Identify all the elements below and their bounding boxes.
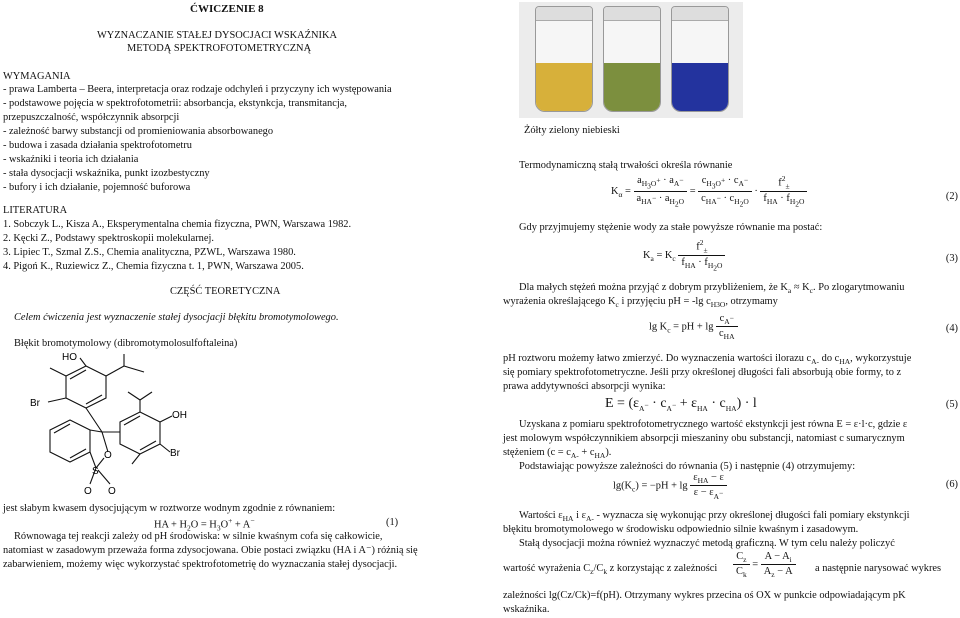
requirement-item: - stała dysocjacji wskaźnika, punkt izozbestyczny [3, 168, 210, 179]
photo-caption: Żółty zielony niebieski [524, 125, 620, 136]
literature-heading: LITERATURA [3, 205, 68, 216]
equation-5-number: (5) [945, 399, 958, 410]
equation-1-number: (1) [386, 517, 399, 528]
graphical-method-line2-end: a następnie narysować wykres [815, 563, 942, 574]
coefficients-text-line2: błękitu bromotymolowego w środowisku odpowiednio silnie kwaśnym i zasadowym. [503, 524, 859, 535]
equation-6-number: (6) [945, 479, 958, 490]
substitution-text: Podstawiając powyższe zależności do równania (5) i następnie (4) otrzymujemy: [519, 461, 856, 472]
graphical-method-line3: zależności lg(Cz/Ck)=f(pH). Otrzymany wykres przecina oś OX w punkcie odpowiadającym pK [503, 590, 906, 601]
structure-label-br-right: Br [170, 448, 180, 459]
literature-item: 4. Pigoń K., Ruziewicz Z., Chemia fizyczna t. 1, PWN, Warszawa 2005. [3, 261, 304, 272]
ph-text-line2: się pomiary spektrofotometryczne. Jeśli przy określonej długości fali absorbują obie formy, to z [503, 367, 902, 378]
extinction-text-line3: stężeniem $(c = c_{A-} + c_{HA})$. [503, 447, 612, 461]
exercise-subtitle-line1: WYZNACZANIE STAŁEJ DYSOCJACI WSKAŹNIKA [97, 30, 337, 41]
bromothymol-blue-structure [20, 352, 210, 498]
graphical-method-line1: Stałą dysocjacji można również wyznaczyć metodą graficzną. W tym celu należy policzyć [519, 538, 895, 549]
exercise-subtitle-line2: METODĄ SPEKTROFOTOMETRYCZNĄ [127, 43, 312, 54]
structure-label-o-sulfonyl-2: O [108, 486, 116, 497]
structure-label-oh: OH [172, 410, 187, 421]
equation-4-number: (4) [945, 323, 958, 334]
compound-name: Błękit bromotymolowy (dibromotymolosulfoftaleina) [14, 338, 238, 349]
equilibrium-text-line1: Równowaga tej reakcji zależy od pH środowiska: w silnie kwaśnym cofa się całkowicie, [14, 531, 383, 542]
literature-item: 3. Lipiec T., Szmal Z.S., Chemia analityczna, PZWL, Warszawa 1980. [3, 247, 296, 258]
thermo-intro: Termodynamiczną stałą trwałości określa równanie [519, 160, 733, 171]
indicator-vials-photo [519, 2, 743, 118]
weak-acid-text: jest słabym kwasem dysocjującym w roztworze wodnym zgodnie z równaniem: [3, 503, 336, 514]
equation-2-number: (2) [945, 191, 958, 202]
vial-green [603, 6, 661, 112]
equation-5: $E = (\varepsilon_{A^-} \cdot c_{A^-} + \varepsilon_{HA} \cdot c_{HA}) \cdot l$ [605, 396, 757, 413]
requirement-item: - prawa Lamberta – Beera, interpretacja oraz rodzaje odchyleń i przyczyny ich występowania [3, 84, 392, 95]
theory-heading: CZĘŚĆ TEORETYCZNA [170, 286, 281, 297]
equilibrium-text-line3: zabarwieniem, możemy więc wykorzystać spektrofotometrię do wyznaczania stałej dysocjacji. [3, 559, 398, 570]
equation-2: $K_\alpha$ = $\frac{a_{H_3O^+} \cdot a_{A^-}}{a_{HA^-} \cdot a_{H_2O}}$ = $\frac{c_{H_3O^+} \cdot c_{A^-}}{c_{HA^-} \cdot c_{H_2O}}$ · $\frac{f^2_\pm}{f_{HA} \cdot f_{H_2O}}$ [611, 174, 807, 209]
equation-6: $\lg(K_c) = -pH + \lg$ $\frac{\varepsilon_{HA} - \varepsilon}{\varepsilon - \varepsilon_{A^-}}$ [613, 471, 727, 501]
requirement-item: - wskaźniki i teoria ich działania [3, 154, 139, 165]
ph-text-line1: pH roztworu możemy łatwo zmierzyć. Do wyznaczenia wartości ilorazu $c_{A-}$ do $c_{HA}$, wykorzystuje [503, 353, 912, 367]
requirement-item: - zależność barwy substancji od promieniowania absorbowanego [3, 126, 274, 137]
vial-blue [671, 6, 729, 112]
literature-item: 1. Sobczyk L., Kisza A., Eksperymentalna chemia fizyczna, PWN, Warszawa 1982. [3, 219, 352, 230]
approximation-line1: Dla małych stężeń można przyjąć z dobrym przybliżeniem, że $K_a \approx K_c$. Po zlogarytmowaniu [519, 282, 905, 296]
equation-3-number: (3) [945, 253, 958, 264]
vial-yellow [535, 6, 593, 112]
approximation-line2: wyrażenia określającego $K_c$ i przyjęciu pH = -lg $c_{H3O}$, otrzymamy [503, 296, 778, 310]
requirement-item: - bufory i ich działanie, pojemność buforowa [3, 182, 191, 193]
requirement-item: - podstawowe pojęcia w spektrofotometrii: absorbancja, ekstynkcja, transmitancja, [3, 98, 347, 109]
graphical-method-line2: wartość wyrażenia $C_z/C_k$ z korzystając z zależności [503, 563, 718, 577]
requirements-heading: WYMAGANIA [3, 71, 71, 82]
structure-label-o-sulfonyl: O [84, 486, 92, 497]
exercise-title: ĆWICZENIE 8 [190, 3, 264, 15]
structure-label-o-ring: O [104, 450, 112, 461]
literature-item: 2. Kęcki Z., Podstawy spektroskopii molekularnej. [3, 233, 214, 244]
graphical-method-line4: wskaźnika. [503, 604, 550, 615]
water-constant-text: Gdy przyjmujemy stężenie wody za stałe powyższe równanie ma postać: [519, 222, 823, 233]
extinction-text-line1: Uzyskana z pomiaru spektrofotometrycznego wartość ekstynkcji jest równa E = ε·l·c, gdzie ε [519, 419, 908, 430]
equation-ratio: $\frac{C_z}{C_k}$ = $\frac{A - A_i}{A_z - A}$ [733, 550, 796, 580]
structure-label-ho: HO [62, 352, 77, 363]
structure-label-s: S [92, 466, 99, 477]
equation-4: $\lg K_c$ = pH + lg $\frac{c_{A^-}}{c_{HA}}$ [649, 312, 738, 342]
ph-text-line3: prawa addytywności absorpcji wynika: [503, 381, 666, 392]
equation-1: HA + $H_2O = H_3O^+ + A^-$ [154, 516, 255, 533]
extinction-text-line2: jest molowym współczynnikiem absorpcji mieszaniny obu substancji, natomiast c sumarycznym [503, 433, 905, 444]
equation-3: $K_a = K_c$ $\frac{f^2_\pm}{f_{HA} \cdot f_{H_2O}}$ [643, 238, 725, 273]
structure-label-br-left: Br [30, 398, 40, 409]
requirement-item: - budowa i zasada działania spektrofotometru [3, 140, 192, 151]
equilibrium-text-line2: natomiast w zasadowym przeważa forma zdysocjowana. Obie postaci związku (HA i A⁻) różnią się [3, 545, 418, 556]
aim-statement: Celem ćwiczenia jest wyznaczenie stałej dysocjacji błękitu bromotymolowego. [14, 312, 339, 323]
coefficients-text-line1: Wartości $\varepsilon_{HA}$ i $\varepsilon_{A-}$ - wyznacza się wykonując przy określonej długości fali pomiary ekstynkcji [519, 510, 910, 524]
requirement-item: przepuszczalność, współczynnik absorpcji [3, 112, 180, 123]
